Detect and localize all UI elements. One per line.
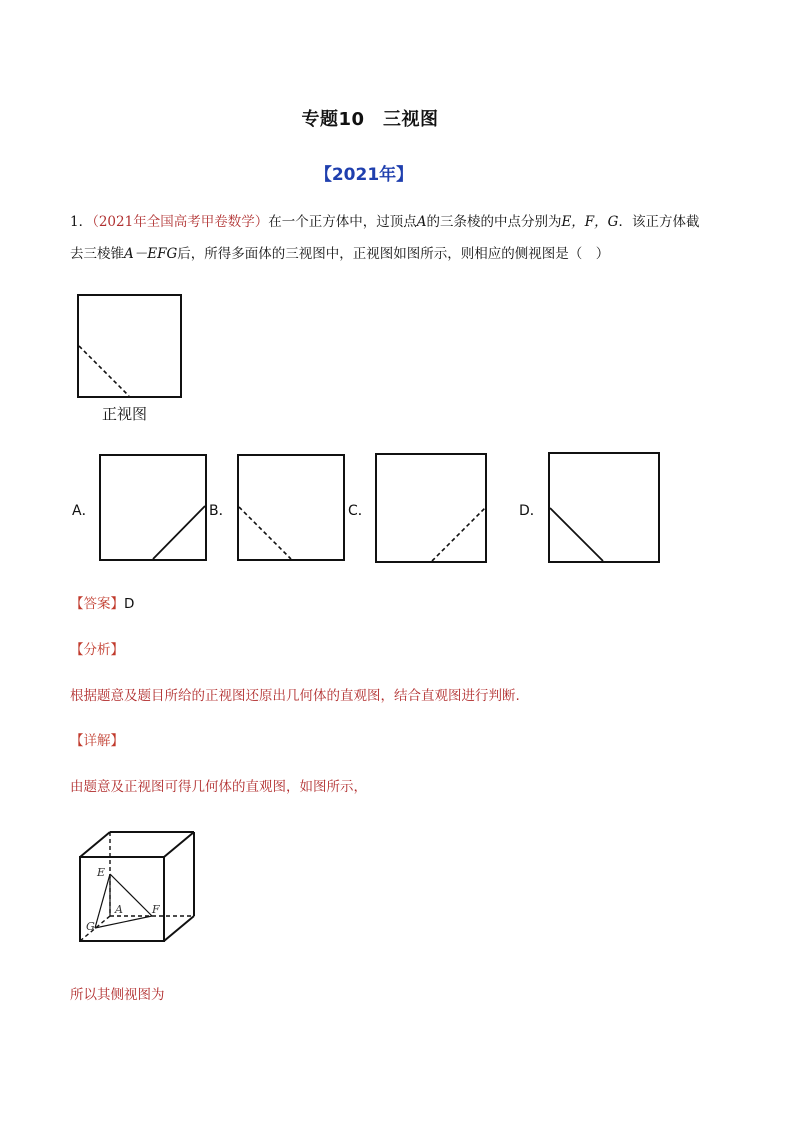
question-text-2b: 后，所得多面体的三视图中，正视图如图所示，则相应的侧视图是（ ） — [177, 246, 610, 262]
option-a-label: A． — [72, 503, 96, 519]
point-label-e: E — [97, 866, 106, 879]
analysis-text: 根据题意及题目所给的正视图还原出几何体的直观图，结合直观图进行判断. — [70, 688, 520, 704]
analysis-label: 【分析】 — [70, 642, 124, 658]
question-text-2a: 去三棱锥 — [70, 246, 124, 262]
question-text-1a: 在一个正方体中，过顶点 — [268, 214, 417, 230]
cube-point-labels — [86, 866, 160, 933]
question-number: 1． — [70, 214, 93, 230]
option-a-figure — [100, 455, 206, 560]
point-label-a: A — [115, 903, 123, 916]
year-heading: 【2021年】 — [314, 165, 414, 185]
option-c-figure — [376, 454, 486, 562]
answer-label: 【答案】 — [70, 596, 124, 612]
option-d-label: D． — [519, 503, 544, 519]
point-label-f: F — [152, 903, 160, 916]
vertex-label: A — [416, 214, 427, 230]
point-label-g: G — [86, 920, 95, 933]
pyramid-label: A－EFG — [124, 246, 178, 262]
answer-line — [70, 592, 134, 612]
front-view-caption: 正视图 — [102, 405, 148, 423]
question-source: （2021年全国高考甲卷数学） — [92, 214, 269, 230]
answer-value: D — [124, 596, 135, 612]
option-c-label: C． — [348, 503, 372, 519]
option-b-label: B． — [209, 503, 233, 519]
midpoint-labels: E，F，G — [561, 214, 619, 230]
option-d-figure — [549, 453, 659, 562]
question-text-1b: 的三条棱的中点分别为 — [426, 214, 562, 230]
detail-label: 【详解】 — [70, 733, 124, 749]
option-b-figure — [238, 455, 344, 560]
cube-figure — [80, 832, 194, 941]
page-title: 专题10 三视图 — [301, 109, 439, 130]
front-view-figure — [78, 295, 181, 397]
conclusion-text: 所以其侧视图为 — [70, 987, 165, 1003]
detail-text: 由题意及正视图可得几何体的直观图，如图所示， — [70, 779, 367, 795]
question-text-1c: ．该正方体截 — [618, 214, 700, 230]
